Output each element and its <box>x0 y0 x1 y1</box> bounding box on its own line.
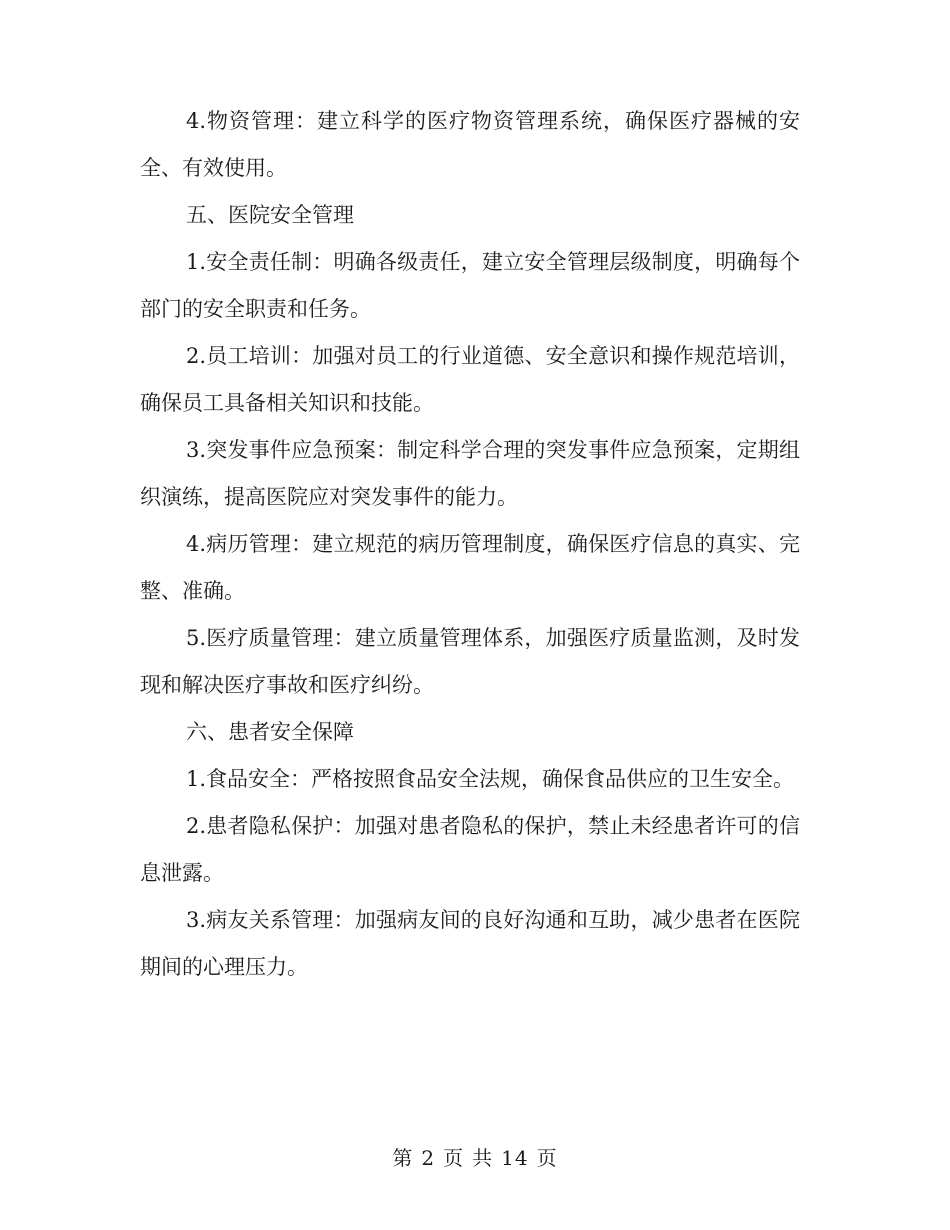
current-page-number: 2 <box>421 1146 436 1170</box>
section-heading-patient-safety: 六、患者安全保障 <box>186 720 354 744</box>
footer-suffix: 页 <box>536 1146 558 1170</box>
footer-page-word: 页 <box>443 1146 465 1170</box>
paragraph-medical-records: 4.病历管理：建立规范的病历管理制度，确保医疗信息的真实、完整、准确。 <box>140 532 800 603</box>
paragraph-staff-training: 2.员工培训：加强对员工的行业道德、安全意识和操作规范培训，确保员工具备相关知识和技能。 <box>140 344 800 415</box>
document-body <box>140 98 800 991</box>
paragraph-quality-management: 5.医疗质量管理：建立质量管理体系，加强医疗质量监测，及时发现和解决医疗事故和医疗纠纷。 <box>140 626 800 697</box>
section-heading-hospital-safety: 五、医院安全管理 <box>186 203 354 227</box>
paragraph-emergency-plan: 3.突发事件应急预案：制定科学合理的突发事件应急预案，定期组织演练，提高医院应对突发事件的能力。 <box>140 438 800 509</box>
page-footer <box>0 1143 950 1173</box>
paragraph-safety-responsibility: 1.安全责任制：明确各级责任，建立安全管理层级制度，明确每个部门的安全职责和任务。 <box>140 250 800 321</box>
paragraph-food-safety: 1.食品安全：严格按照食品安全法规，确保食品供应的卫生安全。 <box>186 767 795 791</box>
paragraph-privacy-protection: 2.患者隐私保护：加强对患者隐私的保护，禁止未经患者许可的信息泄露。 <box>140 814 800 885</box>
footer-total-word: 共 <box>472 1146 494 1170</box>
footer-prefix: 第 <box>392 1146 414 1170</box>
paragraph-patient-relations: 3.病友关系管理：加强病友间的良好沟通和互助，减少患者在医院期间的心理压力。 <box>140 908 800 979</box>
paragraph-supplies-management: 4.物资管理：建立科学的医疗物资管理系统，确保医疗器械的安全、有效使用。 <box>140 109 800 180</box>
total-page-count: 14 <box>501 1146 529 1170</box>
